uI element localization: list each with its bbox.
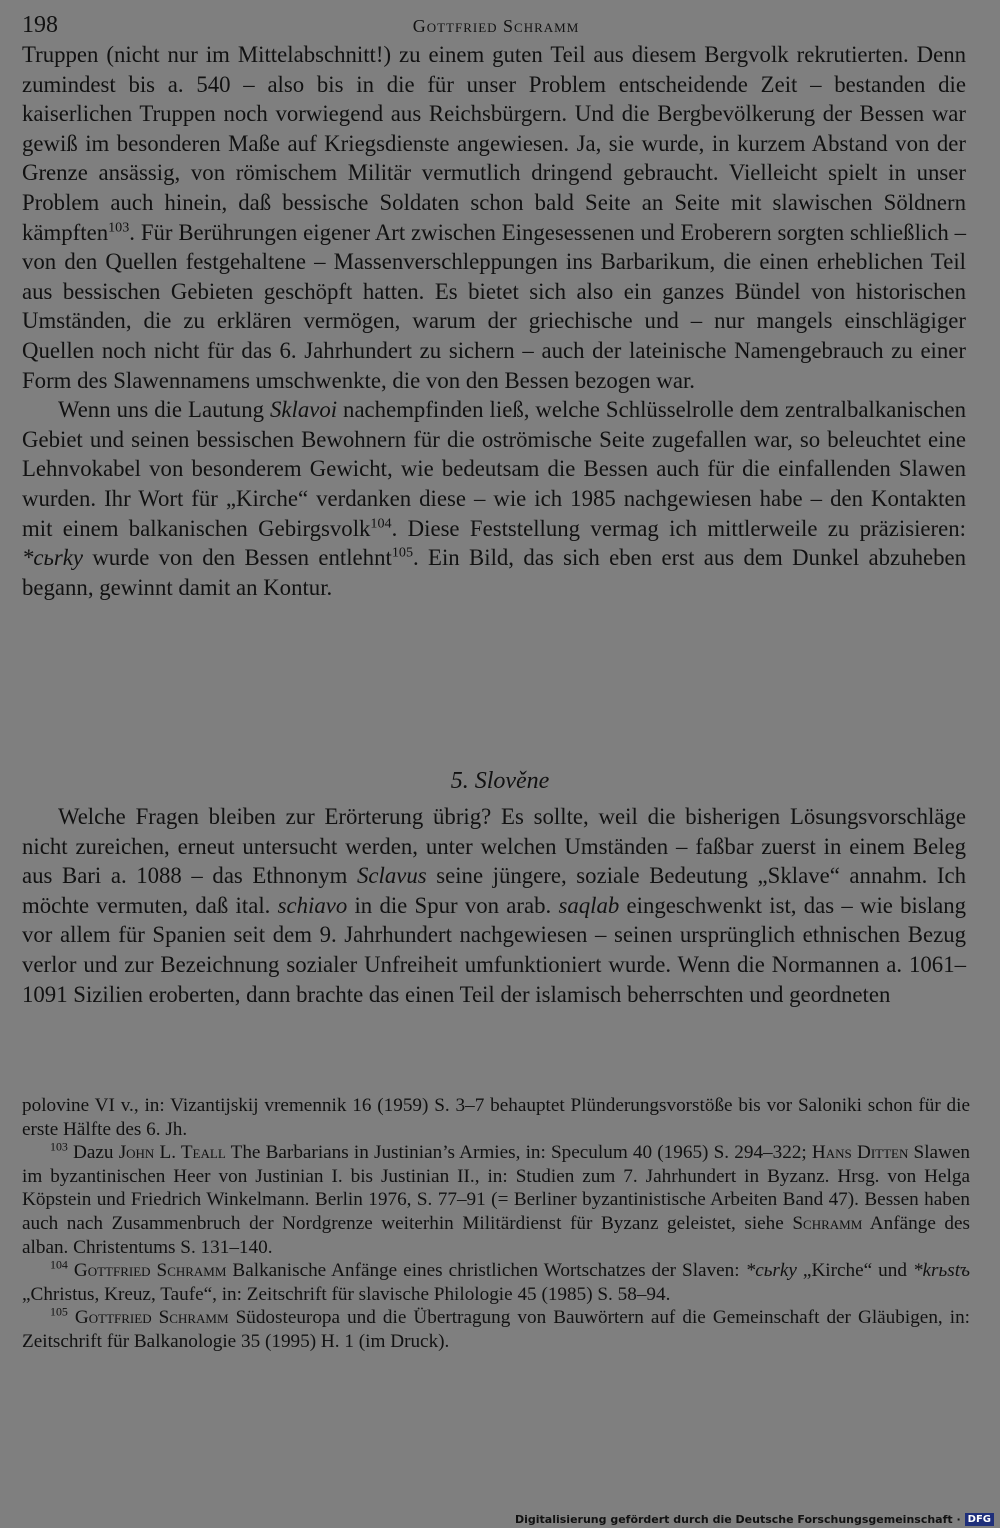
- running-head-author: Gottfried Schramm: [412, 16, 580, 36]
- paragraph: Wenn uns die Lautung Sklavoi nachempfinden ließ, welche Schlüsselrolle dem zentralbalkanischen Gebiet und seinen bessischen Bewohnern für die oströmische Seite zugefallen war, so beleuchtet eine Lehnvokabel von besonderem Gewicht, wie bedeutsam die Bessen auch für die einfallenden Slawen wurden. Ihr Wort für „Kirche“ verdanken diese – wie ich 1985 nachgewiesen habe – den Kontakten mit einem balkanischen Gebirgsvolk$^{104}$. Diese Feststellung vermag ich mittlerweile zu präzisieren: *cьrky wurde von den Bessen entlehnt$^{105}$. Ein Bild, das sich eben erst aus dem Dunkel abzuheben begann, gewinnt damit an Kontur.: [22, 397, 967, 600]
- body-text-lower: [22, 802, 966, 1009]
- body-text-upper: [22, 40, 966, 602]
- italic-term: *krьstъ: [912, 1260, 971, 1282]
- italic-term: *cьrky: [22, 545, 83, 571]
- footnote-continuation: polovine VI v., in: Vizantijskij vremennik 16 (1959) S. 3–7 behauptet Plünderungsvorstöße bis vor Saloniki schon für die erste Hälfte des 6. Jh.: [22, 1095, 970, 1140]
- footnotes: [22, 1094, 970, 1354]
- italic-term: *cьrky: [745, 1260, 797, 1282]
- author-name: Hans Ditten: [811, 1142, 909, 1164]
- paragraph: Welche Fragen bleiben zur Erörterung übrig? Es sollte, weil die bisherigen Lösungsvorschläge nicht zureichen, erneut untersucht werden, unter welchen Umständen – faßbar zuerst in einem Beleg aus Bari a. 1088 – das Ethnonym Sclavus seine jüngere, soziale Bedeutung „Sklave“ annahm. Ich möchte vermuten, daß ital. schiavo in die Spur von arab. saqlab eingeschwenkt ist, das – wie bislang vor allem für Spanien seit dem 9. Jahrhundert nachgewiesen – seinen ursprünglich ethnischen Bezug verlor und zur Bezeichnung sozialer Unfreiheit umfunktioniert wurde. Wenn die Normannen a. 1061–1091 Sizilien eroberten, dann brachte das einen Teil der islamisch beherrschten und geordneten: [22, 804, 966, 1007]
- digitization-credit: [515, 1513, 994, 1526]
- italic-term: schiavo: [277, 892, 348, 918]
- section-heading: 5. Slověne: [450, 768, 550, 794]
- footnote-number: 103: [50, 1139, 68, 1154]
- author-name: Gottfried Schramm: [74, 1307, 229, 1329]
- paragraph: Truppen (nicht nur im Mittelabschnitt!) zu einem guten Teil aus diesem Bergvolk rekrutierten. Denn zumindest bis a. 540 – also bis in die für unser Problem entscheidende Zeit – bestanden die kaiserlichen Truppen noch vorwiegend aus Reichsbürgern. Und die Bergbevölkerung der Bessen war gewiß im besonderen Maße auf Kriegsdienste angewiesen. Ja, sie wurde, in kurzem Abstand von der Grenze ansässig, von römischem Militär vermutlich dringend gebraucht. Vielleicht spielt in unser Problem auch hinein, daß bessische Soldaten schon bald Seite an Seite mit slawischen Söldnern kämpften$^{103}$. Für Berührungen eigener Art zwischen Eingesessenen und Eroberern sorgten schließlich – von den Quellen festgehaltene – Massenverschleppungen ins Barbarikum, die einen erheblichen Teil aus bessischen Gebieten geschöpft hatten. Es bietet sich also ein ganzes Bündel von historischen Umständen, die zu erklären vermögen, warum der griechische und – nur mangels einschlägiger Quellen noch nicht für das 6. Jahrhundert zu sichern – auch der lateinische Namengebrauch zu einer Form des Slawennamens umschwenkte, die von den Bessen bezogen war.: [22, 42, 966, 393]
- italic-term: Sclavus: [356, 863, 427, 889]
- footnote-number: 105: [50, 1304, 68, 1319]
- italic-term: Sklavoi: [269, 397, 338, 423]
- footnote-105: $^{105}$ Gottfried Schramm Südosteuropa und die Übertragung von Bauwörtern auf die Gemeinschaft der Gläubigen, in: Zeitschrift für Balkanologie 35 (1995) H. 1 (im Druck).: [22, 1304, 971, 1352]
- author-name: John L. Teall: [118, 1142, 226, 1164]
- footnote-ref-105: 105: [391, 544, 413, 561]
- footnote-ref-104: 104: [370, 514, 392, 531]
- credit-text: Digitalisierung gefördert durch die Deutsche Forschungsgemeinschaft ·: [514, 1513, 961, 1526]
- footnote-104: $^{104}$ Gottfried Schramm Balkanische Anfänge eines christlichen Wortschatzes der Slaven: *cьrky „Kirche“ und *krьstъ „Christus, Kreuz, Taufe“, in: Zeitschrift für slavische Philologie 45 (1985) S. 58–94.: [22, 1257, 971, 1305]
- italic-term: saqlab: [558, 892, 620, 918]
- page-number: 198: [22, 12, 58, 38]
- author-name: Gottfried Schramm: [73, 1260, 227, 1282]
- dfg-logo-icon: DFG: [965, 1513, 994, 1526]
- author-name: Schramm: [792, 1212, 863, 1234]
- footnote-ref-103: 103: [108, 218, 130, 235]
- footnote-number: 104: [50, 1257, 68, 1272]
- footnote-103: $^{103}$ Dazu John L. Teall The Barbarians in Justinian’s Armies, in: Speculum 40 (1965) S. 294–322; Hans Ditten Slawen im byzantinischen Heer von Justinian I. bis Justinian II., in: Studien zum 7. Jahrhundert in Byzanz. Hrsg. von Helga Köpstein und Friedrich Winkelmann. Berlin 1976, S. 77–91 (= Berliner byzantinistische Arbeiten Band 47). Bessen haben auch nach Zusammenbruch der Nordgrenze weiterhin Militärdienst für Byzanz geleistet, siehe Schramm Anfänge des alban. Christentums S. 131–140.: [22, 1139, 971, 1258]
